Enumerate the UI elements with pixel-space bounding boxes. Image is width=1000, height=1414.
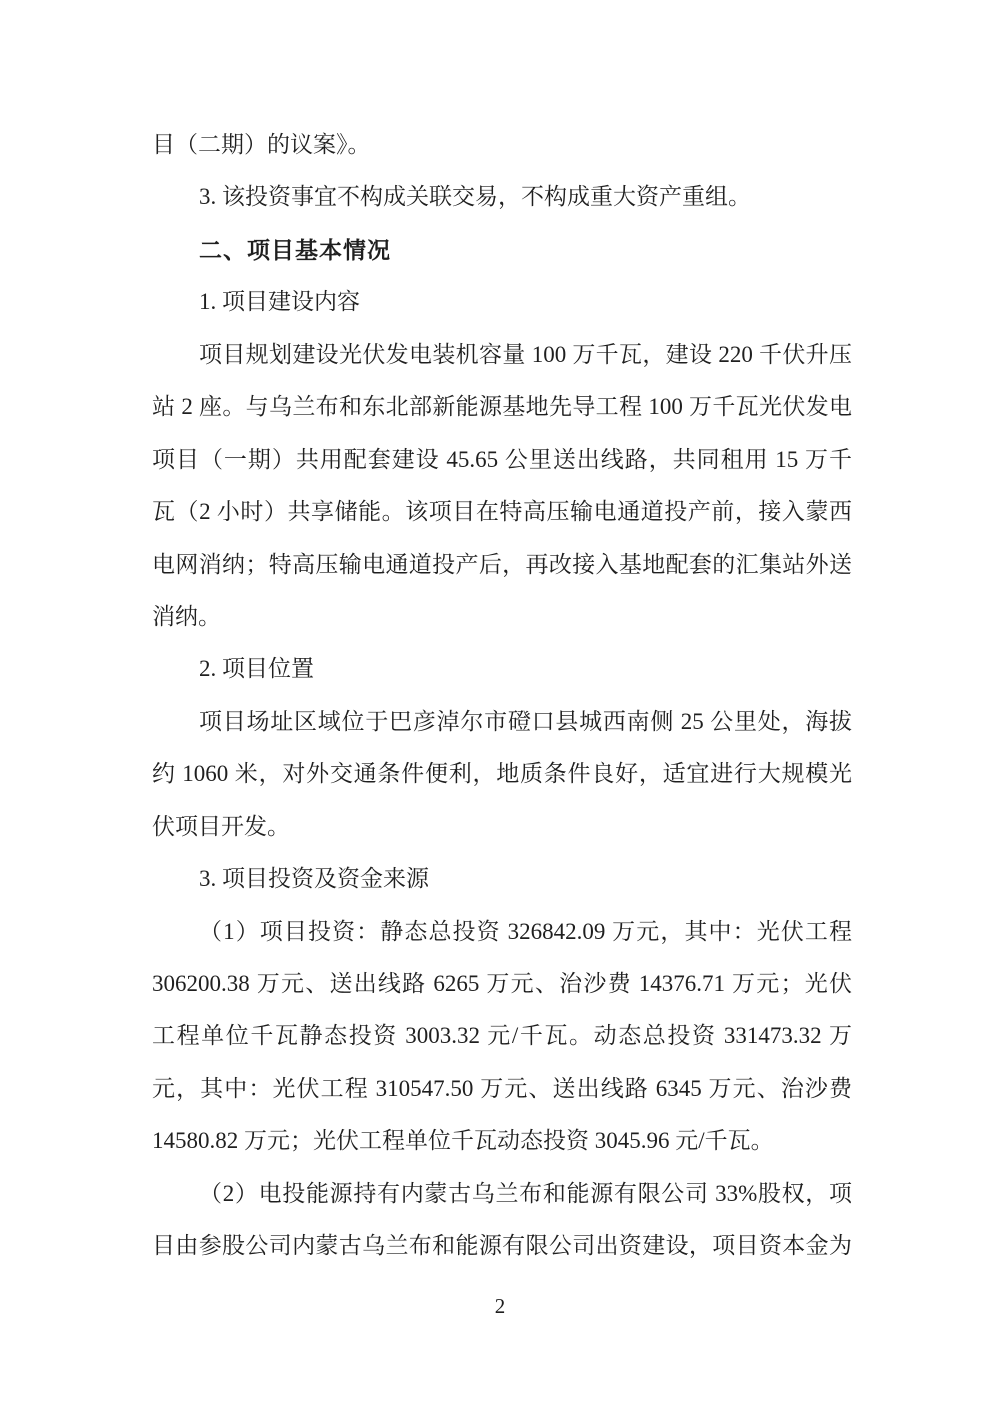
paragraph [152,696,852,853]
text-line: 1. 项目建设内容 [199,289,360,315]
paragraph [152,119,852,171]
text-line: （2）电投能源持有内蒙古乌兰布和能源有限公司 33%股权，项 [199,1180,852,1206]
text-line: 消纳。 [152,603,221,629]
text-line: 元，其中：光伏工程 310547.50 万元、送出线路 6345 万元、治沙费 [152,1075,852,1101]
text-line: 目由参股公司内蒙古乌兰布和能源有限公司出资建设，项目资本金为 [152,1233,852,1259]
paragraph [152,853,852,905]
text-line: （1）项目投资：静态总投资 326842.09 万元，其中：光伏工程 [199,918,852,944]
text-line: 项目规划建设光伏发电装机容量 100 万千瓦，建设 220 千伏升压 [199,341,852,367]
text-line: 站 2 座。与乌兰布和东北部新能源基地先导工程 100 万千瓦光伏发电 [152,394,852,420]
paragraph [152,329,852,644]
text-line: 电网消纳；特高压输电通道投产后，再改接入基地配套的汇集站外送 [152,551,852,577]
text-line: 约 1060 米，对外交通条件便利，地质条件良好，适宜进行大规模光 [152,761,852,787]
paragraph [152,643,852,695]
text-line: 伏项目开发。 [152,813,290,839]
text-line: 14580.82 万元；光伏工程单位千瓦动态投资 3045.96 元/千瓦。 [152,1128,774,1154]
paragraph [152,1168,852,1273]
paragraph [152,171,852,223]
text-line: 3. 项目投资及资金来源 [199,866,429,892]
text-line: 二、项目基本情况 [199,236,391,263]
page-number: 2 [494,1294,506,1318]
text-line: 306200.38 万元、送出线路 6265 万元、治沙费 14376.71 万元；光伏 [152,971,852,996]
text-line: 3. 该投资事宜不构成关联交易，不构成重大资产重组。 [199,184,751,210]
paragraph [152,906,852,1168]
text-line: 项目场址区域位于巴彦淖尔市磴口县城西南侧 25 公里处，海拔 [199,708,852,734]
paragraph [152,276,852,328]
text-line: 瓦（2 小时）共享储能。该项目在特高压输电通道投产前，接入蒙西 [152,499,852,525]
text-line: 2. 项目位置 [199,656,314,682]
section-heading [152,224,852,276]
text-line: 项目（一期）共用配套建设 45.65 公里送出线路，共同租用 15 万千 [152,446,852,472]
text-line: 工程单位千瓦静态投资 3003.32 元/千瓦。动态总投资 331473.32 万 [152,1023,852,1049]
document-body [152,119,852,1273]
text-line: 目（二期）的议案》。 [152,132,371,157]
